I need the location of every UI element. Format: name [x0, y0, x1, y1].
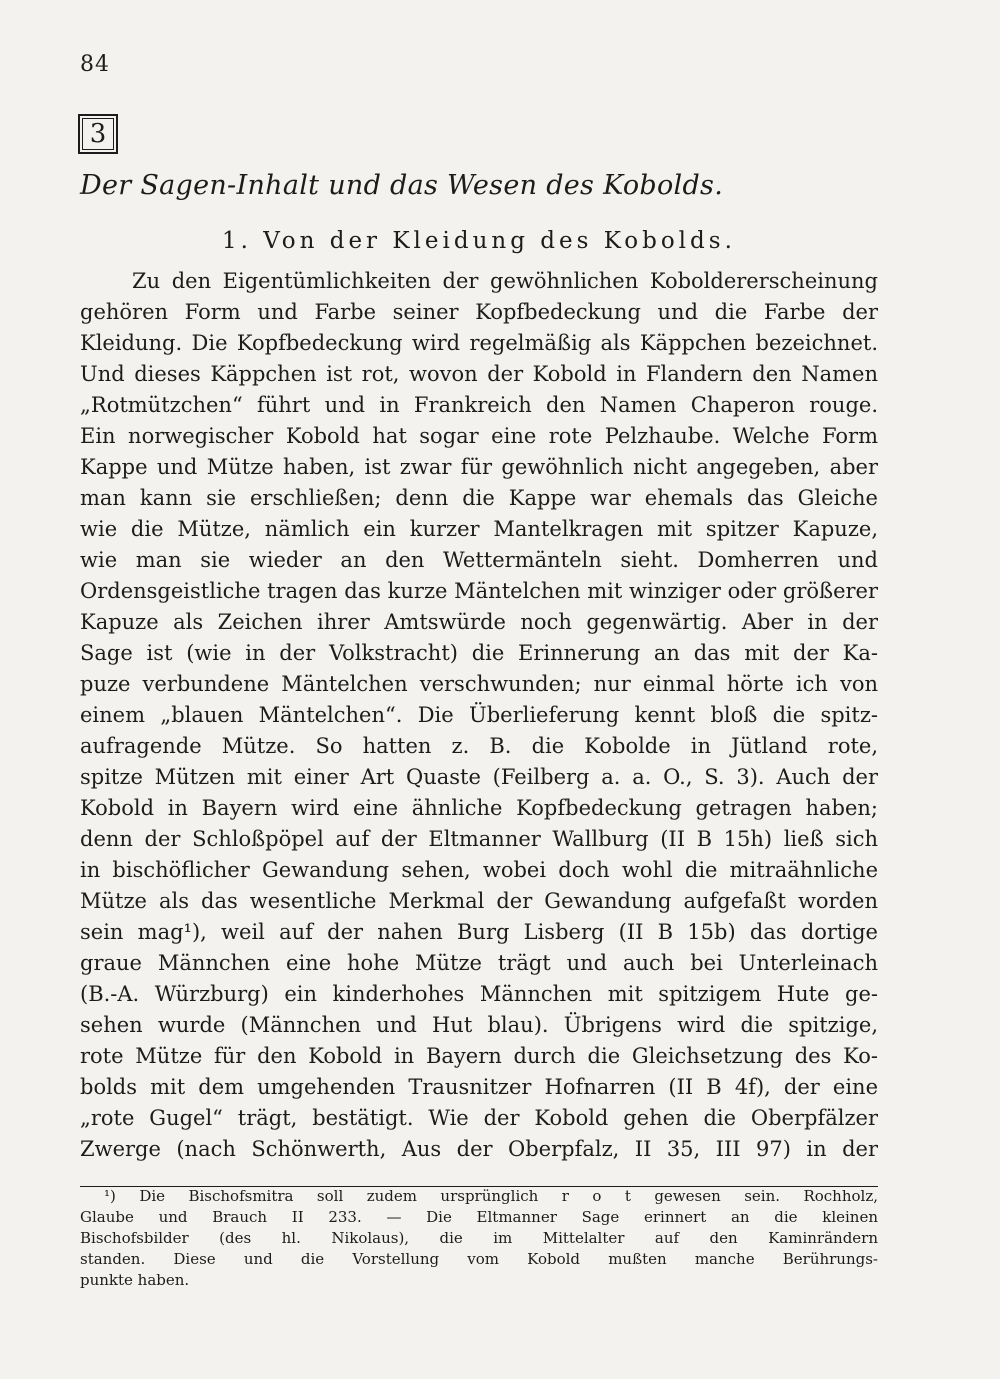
body-line: „rote Gugel“ trägt, bestätigt. Wie der Kobold gehen die Oberpfälzer	[80, 1106, 878, 1130]
body-line: „Rotmützchen“ führt und in Frankreich den Namen Chaperon rouge.	[80, 393, 878, 417]
body-line: rote Mütze für den Kobold in Bayern durch die Gleichsetzung des Ko-	[80, 1044, 878, 1068]
body-line: Zu den Eigentümlichkeiten der gewöhnlichen Koboldererscheinung	[132, 269, 878, 293]
body-line: man kann sie erschließen; denn die Kappe war ehemals das Gleiche	[80, 486, 878, 510]
body-line: Kapuze als Zeichen ihrer Amtswürde noch gegenwärtig. Aber in der	[80, 610, 878, 634]
body-line: bolds mit dem umgehenden Trausnitzer Hofnarren (II B 4f), der eine	[80, 1075, 878, 1099]
body-line: Und dieses Käppchen ist rot, wovon der Kobold in Flandern den Namen	[80, 362, 878, 386]
footnote-line: punkte haben.	[80, 1271, 190, 1289]
page-number: 84	[80, 52, 110, 77]
footnote-line: Glaube und Brauch II 233. — Die Eltmanner Sage erinnert an die kleinen	[80, 1208, 878, 1226]
body-line: Kobold in Bayern wird eine ähnliche Kopfbedeckung getragen haben;	[80, 796, 878, 820]
chapter-title: Der Sagen-Inhalt und das Wesen des Kobolds.	[80, 170, 724, 201]
body-line: aufragende Mütze. So hatten z. B. die Kobolde in Jütland rote,	[80, 734, 878, 758]
body-line: Mütze als das wesentliche Merkmal der Gewandung aufgefaßt worden	[80, 889, 878, 913]
body-line: graue Männchen eine hohe Mütze trägt und auch bei Unterleinach	[80, 951, 878, 975]
body-line: (B.-A. Würzburg) ein kinderhohes Männchen mit spitzigem Hute ge-	[80, 982, 878, 1006]
body-line: einem „blauen Mäntelchen“. Die Überlieferung kennt bloß die spitz-	[80, 703, 878, 727]
section-heading: 1. Von der Kleidung des Kobolds.	[222, 228, 736, 254]
body-line: gehören Form und Farbe seiner Kopfbedeckung und die Farbe der	[80, 300, 878, 324]
body-text	[80, 266, 878, 1165]
body-line: Ordensgeistliche tragen das kurze Mäntelchen mit winziger oder größerer	[80, 579, 878, 603]
body-line: Kappe und Mütze haben, ist zwar für gewöhnlich nicht angegeben, aber	[80, 455, 878, 479]
body-line: denn der Schloßpöpel auf der Eltmanner Wallburg (II B 15h) ließ sich	[80, 827, 878, 851]
body-line: spitze Mützen mit einer Art Quaste (Feilberg a. a. O., S. 3). Auch der	[80, 765, 878, 789]
footnote-line: ¹) Die Bischofsmitra soll zudem ursprünglich r o t gewesen sein. Rochholz,	[104, 1187, 878, 1205]
body-line: in bischöflicher Gewandung sehen, wobei doch wohl die mitraähnliche	[80, 858, 878, 882]
footnote-line: Bischofsbilder (des hl. Nikolaus), die im Mittelalter auf den Kaminrändern	[80, 1229, 878, 1247]
body-line: wie man sie wieder an den Wettermänteln sieht. Domherren und	[80, 548, 878, 572]
body-line: puze verbundene Mäntelchen verschwunden; nur einmal hörte ich von	[80, 672, 878, 696]
chapter-number-box: 3	[78, 114, 118, 154]
body-line: wie die Mütze, nämlich ein kurzer Mantelkragen mit spitzer Kapuze,	[80, 517, 878, 541]
body-line: Kleidung. Die Kopfbedeckung wird regelmäßig als Käppchen bezeichnet.	[80, 331, 878, 355]
body-line: sein mag¹), weil auf der nahen Burg Lisberg (II B 15b) das dortige	[80, 920, 878, 944]
footnote-line: standen. Diese und die Vorstellung vom Kobold mußten manche Berührungs-	[80, 1250, 878, 1268]
body-line: sehen wurde (Männchen und Hut blau). Übrigens wird die spitzige,	[80, 1013, 878, 1037]
body-line: Sage ist (wie in der Volkstracht) die Erinnerung an das mit der Ka-	[80, 641, 878, 665]
body-line: Ein norwegischer Kobold hat sogar eine rote Pelzhaube. Welche Form	[80, 424, 878, 448]
body-line: Zwerge (nach Schönwerth, Aus der Oberpfalz, II 35, III 97) in der	[80, 1137, 878, 1161]
footnotes	[80, 1186, 878, 1291]
